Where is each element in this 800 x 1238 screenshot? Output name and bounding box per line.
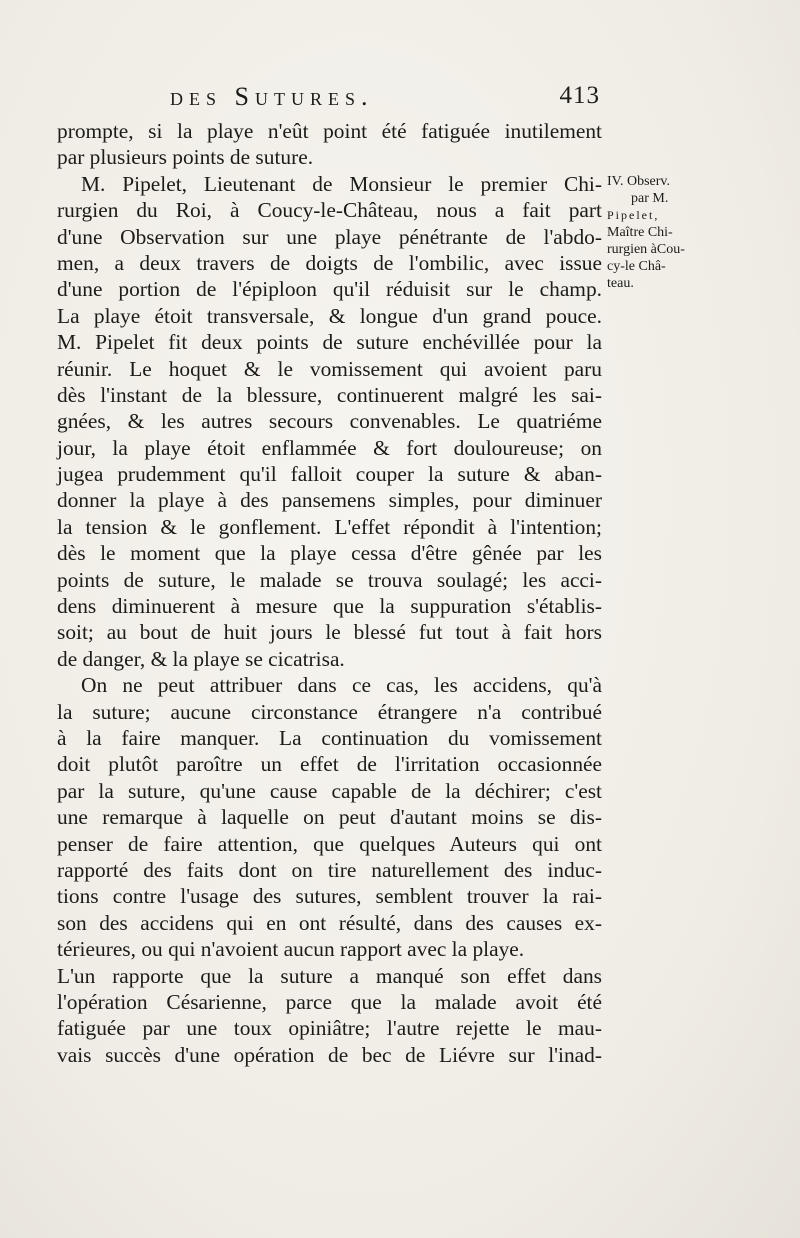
margin-note-line: Pipelet, — [607, 208, 660, 222]
text-line: d'une portion de l'épiploon qu'il réduisit sur le champ. — [57, 277, 602, 302]
text-line: prompte, si la playe n'eût point été fatiguée inutilement — [57, 119, 602, 143]
text-line: une remarque à laquelle on peut d'autant moins se dis- — [57, 805, 602, 830]
text-line: réunir. Le hoquet & le vomissement qui avoient paru — [57, 356, 602, 381]
text-line: donner la playe à des pansemens simples, pour diminuer — [57, 488, 602, 513]
text-line: points de suture, le malade se trouva soulagé; les acci- — [57, 567, 602, 592]
margin-note-line: Maître Chi- — [607, 225, 673, 240]
text-line: On ne peut attribuer dans ce cas, les accidens, qu'à — [81, 673, 602, 698]
text-line: d'une Observation sur une playe pénétrante de l'abdo- — [57, 224, 602, 249]
text-line: dès l'instant de la blessure, continuerent malgré les sai- — [57, 382, 602, 407]
text-line: la tension & le gonflement. L'effet répondit à l'intention; — [57, 514, 602, 539]
text-line: M. Pipelet fit deux points de suture enchévillée pour la — [57, 330, 602, 355]
text-line: jugea prudemment qu'il falloit couper la suture & aban- — [57, 462, 602, 487]
body-text — [57, 118, 602, 1068]
text-line: gnées, & les autres secours convenables. Le quatriéme — [57, 409, 602, 434]
text-line: rapporté des faits dont on tire naturellement des induc- — [57, 857, 602, 882]
text-line: jour, la playe étoit enflammée & fort douloureuse; on — [57, 435, 602, 460]
text-line: M. Pipelet, Lieutenant de Monsieur le premier Chi- — [81, 171, 602, 196]
text-line: son des accidens qui en ont résulté, dans des causes ex- — [57, 910, 602, 935]
margin-note-line: cy-le Châ- — [607, 259, 666, 274]
text-line: par plusieurs points de suture. — [57, 145, 314, 170]
text-line: dès le moment que la playe cessa d'être gênée par les — [57, 541, 602, 566]
text-line: l'opération Césarienne, parce que la malade avoit été — [57, 989, 602, 1014]
text-line: soit; au bout de huit jours le blessé fut tout à fait hors — [57, 620, 602, 645]
text-line: L'un rapporte que la suture a manqué son effet dans — [57, 963, 602, 988]
text-line: de danger, & la playe se cicatrisa. — [57, 646, 345, 671]
text-line: fatiguée par une toux opiniâtre; l'autre rejette le mau- — [57, 1016, 602, 1041]
text-line: à la faire manquer. La continuation du vomissement — [57, 725, 602, 750]
running-header — [170, 82, 600, 112]
text-line: par la suture, qu'une cause capable de la déchirer; c'est — [57, 778, 602, 803]
text-line: rurgien du Roi, à Coucy-le-Château, nous a fait part — [57, 198, 602, 223]
margin-note-line: rurgien àCou- — [607, 242, 685, 257]
margin-note-line: IV. Observ. — [607, 174, 670, 189]
margin-note — [607, 173, 707, 292]
page-number: 413 — [559, 82, 600, 109]
text-line: La playe étoit transversale, & longue d'un grand pouce. — [57, 303, 602, 328]
text-line: térieures, ou qui n'avoient aucun rapport avec la playe. — [57, 937, 525, 962]
text-line: tions contre l'usage des sutures, semblent trouver la rai- — [57, 884, 602, 909]
running-title: des Sutures. — [170, 82, 374, 111]
text-line: vais succès d'une opération de bec de Liévre sur l'inad- — [57, 1042, 602, 1067]
margin-note-line: teau. — [607, 276, 634, 291]
text-line: dens diminuerent à mesure que la suppuration s'établis- — [57, 594, 602, 619]
text-line: la suture; aucune circonstance étrangere n'a contribué — [57, 699, 602, 724]
margin-note-line: par M. — [631, 191, 669, 206]
text-line: penser de faire attention, que quelques Auteurs qui ont — [57, 831, 602, 856]
text-line: doit plutôt paroître un effet de l'irritation occasionnée — [57, 752, 602, 777]
text-line: men, a deux travers de doigts de l'ombilic, avec issue — [57, 250, 602, 275]
